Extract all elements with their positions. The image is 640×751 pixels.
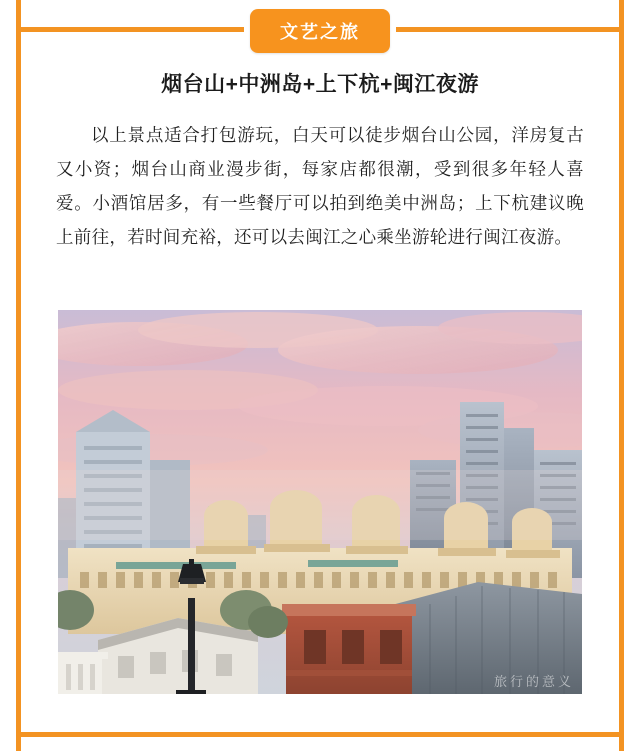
page-title: 烟台山+中洲岛+上下杭+闽江夜游 [161, 73, 479, 96]
photo-illustration [58, 310, 582, 694]
photo-cityscape [58, 310, 582, 694]
frame-border-right [619, 0, 624, 751]
frame-border-bottom [16, 732, 624, 737]
frame-border-left [16, 0, 21, 751]
frame-border-top-left [16, 27, 244, 32]
section-badge: 文艺之旅 [250, 9, 390, 53]
frame-border-top-right [396, 27, 624, 32]
photo-watermark: 旅行的意义 [493, 674, 574, 689]
body-paragraph: 以上景点适合打包游玩，白天可以徒步烟台山公园，洋房复古又小资；烟台山商业漫步街，每家店都很潮，受到很多年轻人喜爱。小酒馆居多，有一些餐厅可以拍到绝美中洲岛；上下杭建议晚上前往，若时间充裕，还可以去闽江之心乘坐游轮进行闽江夜游。 [56, 125, 584, 247]
